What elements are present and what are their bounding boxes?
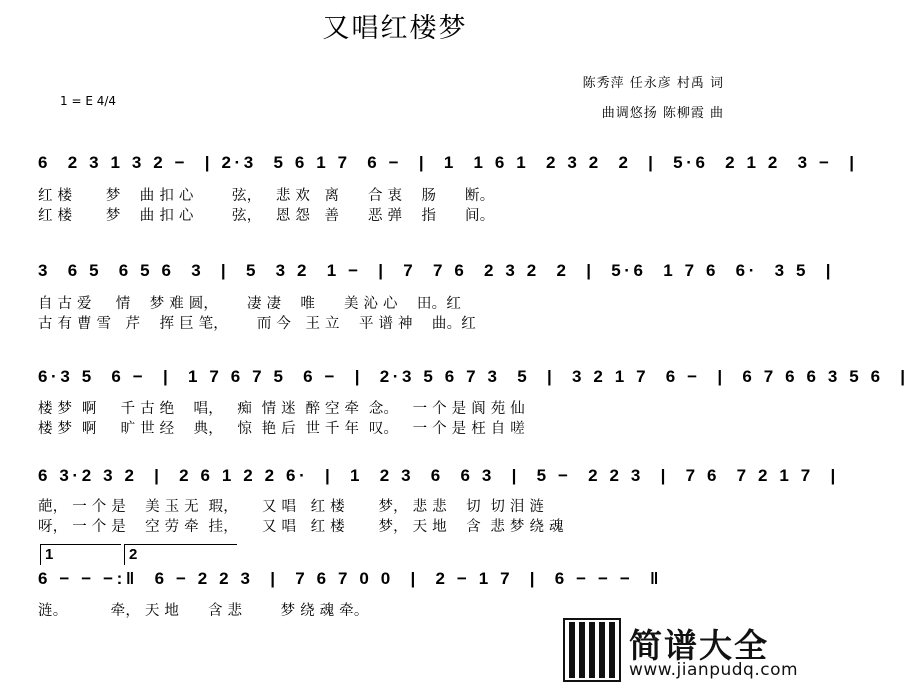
lyric-line-3a: 楼 梦 啊 千 古 绝 唱， 痴 情 迷 醉 空 牵 念。 一 个 是 阆 苑 仙 bbox=[38, 401, 525, 417]
key-signature: 1 = E 4/4 bbox=[60, 94, 117, 108]
notation-line-5: 6 − − −:‖ 6 − 2 2 3 | 7 6 7 0 0 | 2 − 1 7 | 6 − − − ‖ bbox=[38, 569, 663, 588]
notation-line-2: 3 6 5 6 5 6 3 | 5 3 2 1 − | 7 7 6 2 3 2 2 | 5·6 1 7 6 6· 3 5 | bbox=[38, 261, 835, 280]
first-ending-bracket bbox=[40, 544, 121, 565]
lyricist-credit: 陈秀萍 任永彦 村禹 词 bbox=[582, 76, 724, 91]
notation-line-4: 6 3·2 3 2 | 2 6 1 2 2 6· | 1 2 3 6 6 3 | 5 − 2 2 3 | 7 6 7 2 1 7 | bbox=[38, 466, 839, 485]
lyric-line-4a: 葩， 一 个 是 美 玉 无 瑕， 又 唱 红 楼 梦， 悲 悲 切 切 泪 涟 bbox=[38, 499, 545, 515]
notation-line-1: 6 2 3 1 3 2 − | 2·3 5 6 1 7 6 − | 1 1 6 1 2 3 2 2 | 5·6 2 1 2 3 − | bbox=[38, 153, 858, 172]
lyric-line-2a: 自 古 爱 情 梦 难 圆， 凄 凄 唯 美 沁 心 田。红 bbox=[38, 296, 462, 312]
lyric-line-3b: 楼 梦 啊 旷 世 经 典， 惊 艳 后 世 千 年 叹。 一 个 是 枉 自 嗟 bbox=[38, 421, 525, 437]
lyric-line-2b: 古 有 曹 雪 芹 挥 巨 笔， 而 今 王 立 平 谱 神 曲。红 bbox=[38, 316, 476, 332]
second-ending-bracket bbox=[124, 544, 237, 565]
lyric-line-1a: 红 楼 梦 曲 扣 心 弦， 悲 欢 离 合 衷 肠 断。 bbox=[38, 188, 495, 204]
song-title: 又唱红楼梦 bbox=[322, 13, 468, 44]
brand-name: 简谱大全 bbox=[629, 626, 769, 665]
second-ending-label: 2 bbox=[129, 546, 138, 563]
composer-credit: 曲调悠扬 陈柳霞 曲 bbox=[601, 106, 724, 121]
lyric-line-4b: 呀， 一 个 是 空 劳 牵 挂， 又 唱 红 楼 梦， 天 地 含 悲 梦 绕 魂 bbox=[38, 519, 564, 535]
brand-url: www.jianpudq.com bbox=[629, 660, 799, 680]
lyric-line-1b: 红 楼 梦 曲 扣 心 弦， 恩 怨 善 恶 弹 指 间。 bbox=[38, 208, 495, 224]
lyric-line-5: 涟。 牵， 天 地 含 悲 梦 绕 魂 牵。 bbox=[38, 603, 369, 619]
first-ending-label: 1 bbox=[45, 546, 54, 563]
site-watermark bbox=[563, 618, 799, 684]
volta-brackets bbox=[40, 544, 236, 566]
piano-keys-icon bbox=[563, 618, 621, 682]
notation-line-3: 6·3 5 6 − | 1 7 6 7 5 6 − | 2·3 5 6 7 3 5 | 3 2 1 7 6 − | 6 7 6 6 3 5 6 | bbox=[38, 367, 909, 386]
